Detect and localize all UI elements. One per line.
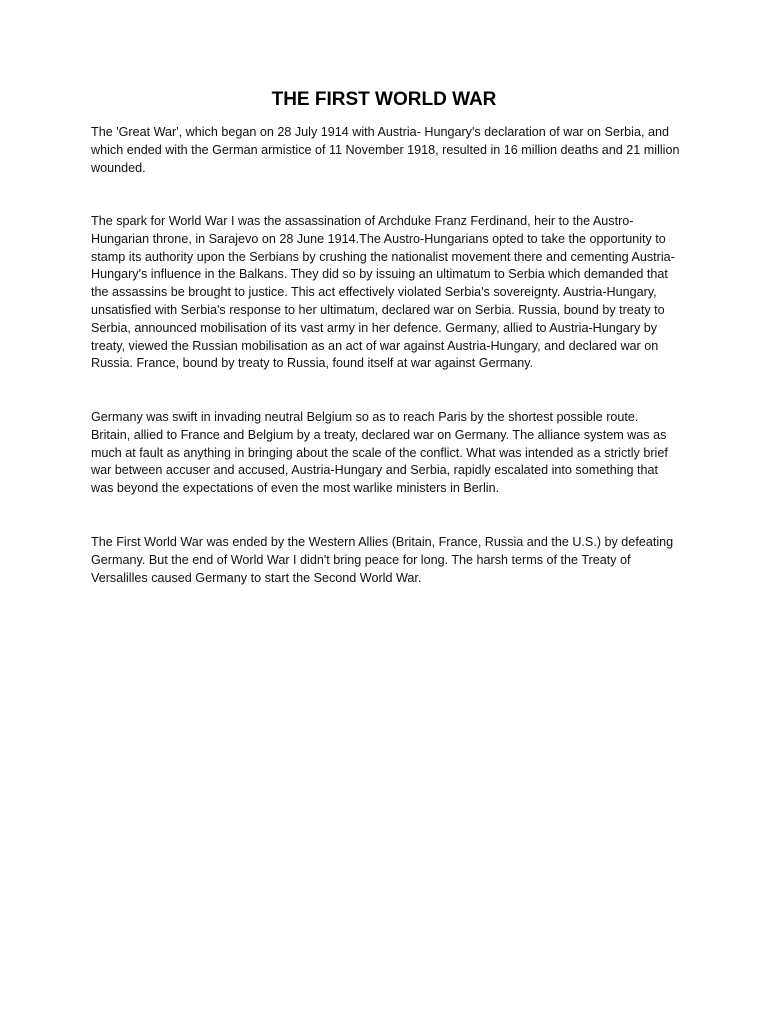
page-title: THE FIRST WORLD WAR — [271, 89, 497, 110]
paragraph-invasion: Germany was swift in invading neutral Belgium so as to reach Paris by the shortest possible route. Britain, allied to France and Belgium by a treaty, declared war on Germany. The alliance system was as much at fault as anything in bringing about the scale of the conflict. What was intended as a strictly brief war between accuser and accused, Austria-Hungary and Serbia, rapidly escalated into something that was beyond the expectations of even the most warlike ministers in Berlin. — [91, 410, 668, 496]
paragraph-intro: The 'Great War', which began on 28 July 1914 with Austria- Hungary's declaration of war on Serbia, and which ended with the German armistice of 11 November 1918, resulted in 16 million deaths and 21 million wounded. — [91, 125, 680, 175]
paragraph-ending: The First World War was ended by the Western Allies (Britain, France, Russia and the U.S.) by defeating Germany. But the end of World War I didn't bring peace for long. The harsh terms of the Treaty of Versalilles caused Germany to start the Second World War. — [91, 535, 674, 585]
paragraph-spark: The spark for World War I was the assassination of Archduke Franz Ferdinand, heir to the Austro-Hungarian throne, in Sarajevo on 28 June 1914.The Austro-Hungarians opted to take the opportunity to stamp its authority upon the Serbians by crushing the nationalist movement there and cementing Austria-Hungary's influence in the Balkans. They did so by issuing an ultimatum to Serbia which demanded that the assassins be brought to justice. This act effectively violated Serbia's sovereignty. Austria-Hungary, unsatisfied with Serbia's response to her ultimatum, declared war on Serbia. Russia, bound by treaty to Serbia, announced mobilisation of its vast army in her defence. Germany, allied to Austria-Hungary by treaty, viewed the Russian mobilisation as an act of war against Austria-Hungary, and declared war on Russia. France, bound by treaty to Russia, found itself at war against Germany. — [91, 214, 675, 371]
